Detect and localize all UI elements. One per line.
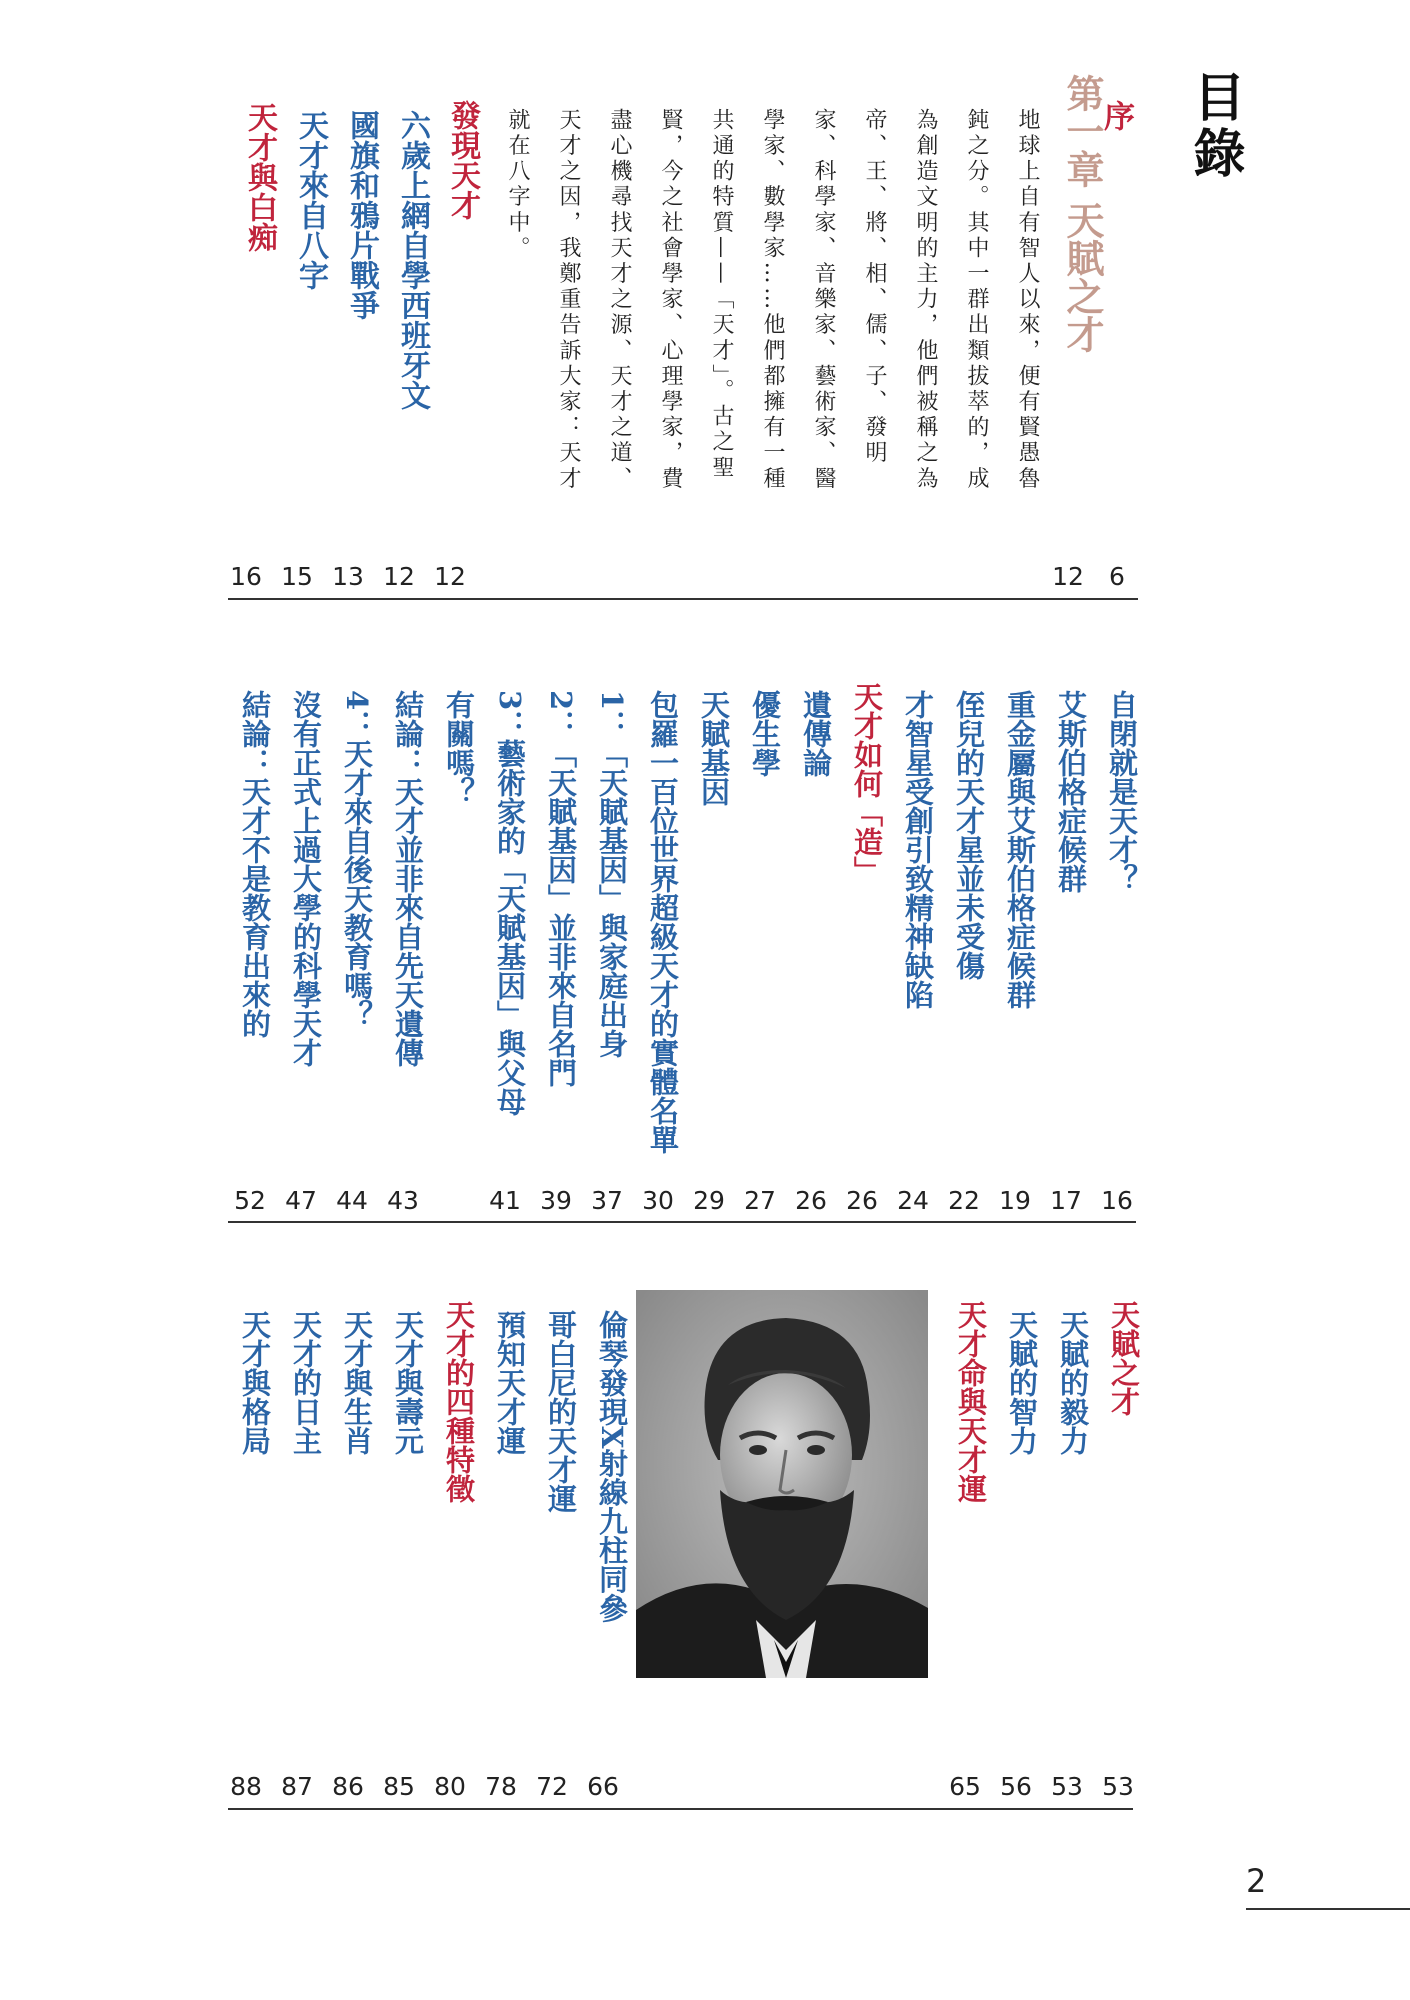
- intro-line: 家、科學家、音樂家、藝術家、醫: [811, 108, 836, 492]
- toc-entry[interactable]: 4：天才來自後天教育嗎？: [340, 690, 374, 1030]
- page-ref: 47: [285, 1186, 317, 1215]
- preface-heading: 序: [1098, 100, 1134, 131]
- page-ref: 15: [281, 562, 313, 591]
- toc-entry[interactable]: 天才與格局: [238, 1310, 272, 1455]
- intro-line: 天才之因，我鄭重告訴大家：天才: [556, 108, 581, 492]
- page-ref: 66: [587, 1772, 619, 1801]
- page-ref: 43: [387, 1186, 419, 1215]
- toc-entry[interactable]: 天賦的智力: [1005, 1310, 1039, 1455]
- page-ref: 16: [1101, 1186, 1133, 1215]
- page-ref: 41: [489, 1186, 521, 1215]
- intro-line: 學家、數學家……他們都擁有一種: [760, 108, 785, 492]
- toc-entry[interactable]: 天才與生肖: [340, 1310, 374, 1455]
- page-ref: 56: [1000, 1772, 1032, 1801]
- page-ref: 53: [1102, 1772, 1134, 1801]
- chapter-heading: 第一章 天賦之才: [1060, 74, 1105, 354]
- page-ref: 27: [744, 1186, 776, 1215]
- page-ref: 72: [536, 1772, 568, 1801]
- toc-entry[interactable]: 倫琴發現X射線九柱同參: [595, 1310, 629, 1623]
- page-ref: 86: [332, 1772, 364, 1801]
- toc-entry[interactable]: 國旗和鴉片戰爭: [344, 110, 379, 320]
- page-ref: 22: [948, 1186, 980, 1215]
- toc-entry[interactable]: 天才的四種特徵: [442, 1300, 476, 1503]
- toc-entry[interactable]: 艾斯伯格症候群: [1054, 690, 1088, 893]
- toc-entry[interactable]: 侄兒的天才星並未受傷: [952, 690, 986, 980]
- toc-entry[interactable]: 1：「天賦基因」與家庭出身: [595, 690, 629, 1059]
- page-ref: 19: [999, 1186, 1031, 1215]
- page-ref: 65: [949, 1772, 981, 1801]
- toc-entry[interactable]: 包羅一百位世界超級天才的實體名單: [646, 690, 680, 1154]
- toc-entry[interactable]: 六歲上網自學西班牙文: [395, 110, 430, 410]
- page-ref: 16: [230, 562, 262, 591]
- page-ref: 26: [846, 1186, 878, 1215]
- page-ref: 85: [383, 1772, 415, 1801]
- page-title: 目錄: [1184, 70, 1245, 182]
- page-ref: 87: [281, 1772, 313, 1801]
- intro-line: 盡心機尋找天才之源、天才之道、: [607, 108, 632, 492]
- page-ref: 80: [434, 1772, 466, 1801]
- page-ref: 39: [540, 1186, 572, 1215]
- toc-entry[interactable]: 天才命與天才運: [954, 1300, 988, 1503]
- toc-entry[interactable]: 天才如何「造」: [850, 682, 884, 885]
- page-ref: 17: [1050, 1186, 1082, 1215]
- toc-entry[interactable]: 天才與壽元: [391, 1310, 425, 1455]
- page-ref: 6: [1109, 562, 1125, 591]
- toc-entry[interactable]: 3：藝術家的「天賦基因」與父母: [493, 690, 527, 1117]
- toc-entry[interactable]: 天才的日主: [289, 1310, 323, 1455]
- intro-line: 為創造文明的主力，他們被稱之為: [913, 108, 938, 492]
- toc-entry[interactable]: 結論：天才不是教育出來的: [238, 690, 272, 1038]
- toc-entry[interactable]: 遺傳論: [799, 690, 833, 777]
- toc-entry[interactable]: 自閉就是天才？: [1105, 690, 1139, 893]
- intro-line: 就在八字中。: [505, 108, 530, 262]
- toc-entry[interactable]: 天賦之才: [1107, 1300, 1141, 1416]
- toc-entry[interactable]: 天才來自八字: [293, 110, 328, 290]
- intro-line: 鈍之分。其中一群出類拔萃的，成: [964, 108, 989, 492]
- roentgen-portrait: [636, 1290, 928, 1678]
- intro-line: 共通的特質——「天才」。古之聖: [709, 108, 734, 481]
- toc-entry[interactable]: 重金屬與艾斯伯格症候群: [1003, 690, 1037, 1009]
- page-ref: 37: [591, 1186, 623, 1215]
- section-divider: [228, 1221, 1136, 1223]
- page-number: 2: [1246, 1862, 1267, 1900]
- toc-entry[interactable]: 2：「天賦基因」並非來自名門: [544, 690, 578, 1088]
- section-divider: [228, 598, 1138, 600]
- page-ref: 30: [642, 1186, 674, 1215]
- toc-entry[interactable]: 沒有正式上過大學的科學天才: [289, 690, 323, 1067]
- page-ref: 29: [693, 1186, 725, 1215]
- page-ref: 24: [897, 1186, 929, 1215]
- page-ref: 44: [336, 1186, 368, 1215]
- toc-entry[interactable]: 天賦的毅力: [1056, 1310, 1090, 1455]
- toc-entry[interactable]: 才智星受創引致精神缺陷: [901, 690, 935, 1009]
- page-ref: 12: [383, 562, 415, 591]
- toc-entry[interactable]: 哥白尼的天才運: [544, 1310, 578, 1513]
- page-ref: 53: [1051, 1772, 1083, 1801]
- intro-line: 賢，今之社會學家、心理學家，費: [658, 108, 683, 492]
- page-ref: 52: [234, 1186, 266, 1215]
- toc-entry[interactable]: 結論：天才並非來自先天遺傳: [391, 690, 425, 1067]
- section-divider: [228, 1808, 1133, 1810]
- page-ref: 78: [485, 1772, 517, 1801]
- intro-line: 地球上自有智人以來，便有賢愚魯: [1015, 108, 1040, 492]
- page-ref: 12: [434, 562, 466, 591]
- toc-entry[interactable]: 優生學: [748, 690, 782, 777]
- intro-line: 帝、王、將、相、儒、子、發明: [862, 108, 887, 467]
- toc-entry[interactable]: 預知天才運: [493, 1310, 527, 1455]
- toc-entry[interactable]: 有關嗎？: [442, 690, 476, 806]
- page-ref: 26: [795, 1186, 827, 1215]
- footer-rule: [1246, 1908, 1410, 1910]
- toc-entry[interactable]: 發現天才: [445, 100, 480, 220]
- page-ref: 88: [230, 1772, 262, 1801]
- toc-entry[interactable]: 天才與白痴: [242, 102, 277, 252]
- toc-entry[interactable]: 天賦基因: [697, 690, 731, 806]
- page-ref: 12: [1052, 562, 1084, 591]
- page-ref: 13: [332, 562, 364, 591]
